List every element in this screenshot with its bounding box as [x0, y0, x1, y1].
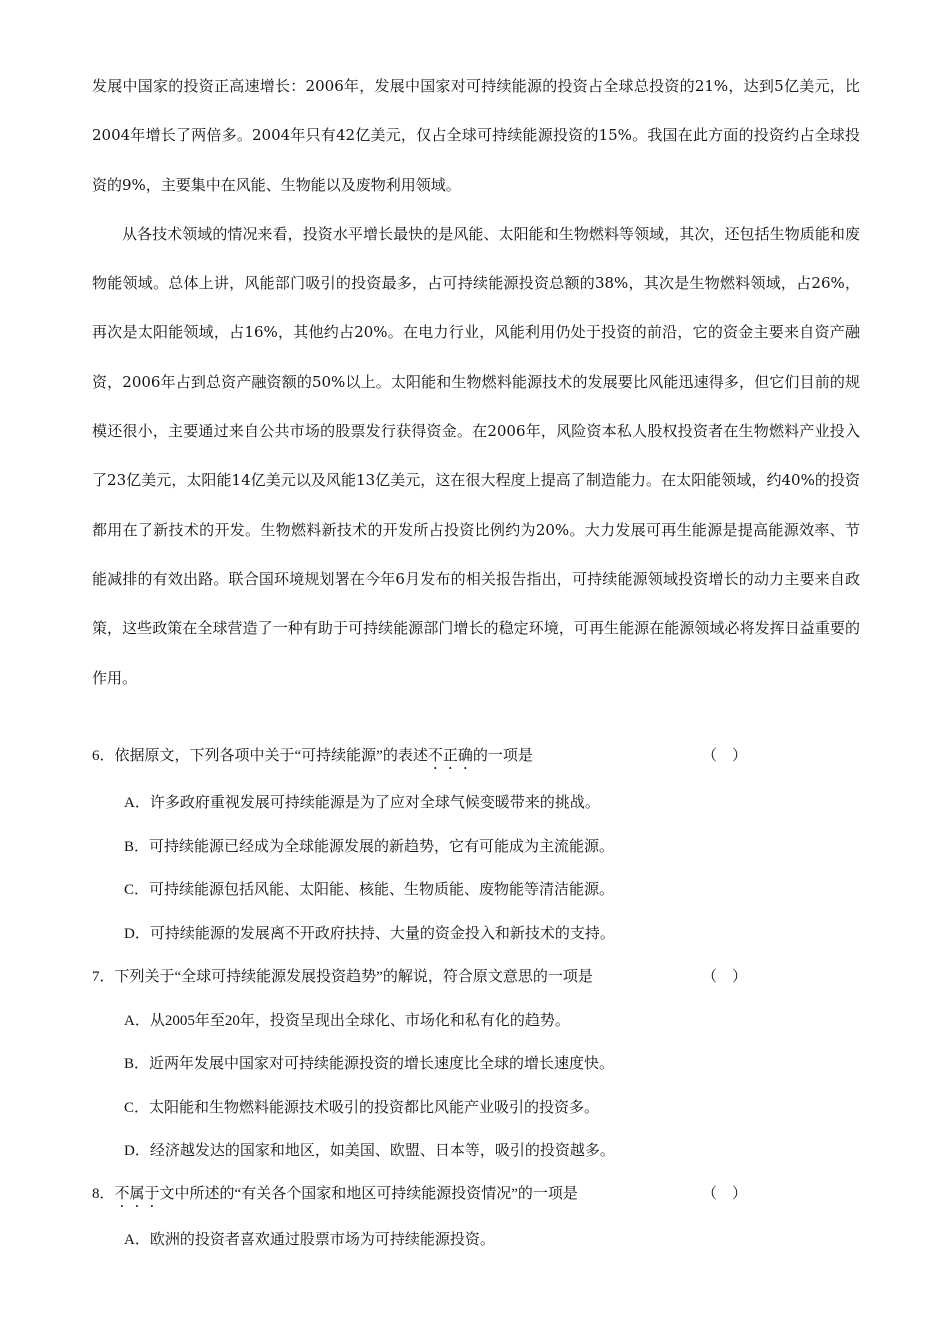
question-stem: 8． [92, 1186, 115, 1202]
answer-bracket: （ ） [702, 1186, 748, 1202]
option-a: A．欧洲的投资者喜欢通过股票市场为可持续能源投资。 [124, 1232, 495, 1248]
question-7 [92, 965, 862, 986]
answer-bracket: （ ） [702, 969, 748, 985]
option-b: B．可持续能源已经成为全球能源发展的新趋势，它有可能成为主流能源。 [124, 839, 615, 855]
option-c: C．太阳能和生物燃料能源技术吸引的投资都比风能产业吸引的投资多。 [124, 1100, 600, 1116]
option-b: B．近两年发展中国家对可持续能源投资的增长速度比全球的增长速度快。 [124, 1056, 615, 1072]
option-d: D．经济越发达的国家和地区，如美国、欧盟、日本等，吸引的投资越多。 [124, 1143, 615, 1159]
option-a: A．从2005年至20年，投资呈现出全球化、市场化和私有化的趋势。 [124, 1013, 570, 1029]
question-8 [92, 1182, 862, 1211]
question-stem: 的一项是 [472, 748, 533, 764]
emphasized-text: 不正确 [427, 748, 473, 764]
question-stem: 6．依据原文，下列各项中关于“可持续能源”的表述 [92, 748, 428, 764]
question-6 [92, 744, 862, 773]
question-stem: 文中所述的“有关各个国家和地区可持续能源投资情况”的一项是 [159, 1186, 578, 1202]
passage-paragraph: 从各技术领域的情况来看，投资水平增长最快的是风能、太阳能和生物燃料等领域，其次，还包括生物质能和废物能领域。总体上讲，风能部门吸引的投资最多，占可持续能源投资总额的38%，其次是生物燃料领域，占26%，再次是太阳能领域，占16%，其他约占20%。在电力行业，风能利用仍处于投资的前沿，它的资金主要来自资产融资，2006年占到总资产融资额的50%以上。太阳能和生物燃料能源技术的发展要比风能迅速得多，但它们目前的规模还很小，主要通过来自公共市场的股票发行获得资金。在2006年，风险资本私人股权投资者在生物燃料产业投入了23亿美元，太阳能14亿美元以及风能13亿美元，这在很大程度上提高了制造能力。在太阳能领域，约40%的投资都用在了新技术的开发。生物燃料新技术的开发所占投资比例约为20%。大力发展可再生能源是提高能源效率、节能减排的有效出路。联合国环境规划署在今年6月发布的相关报告指出，可持续能源领域投资增长的动力主要来自政策，这些政策在全球营造了一种有助于可持续能源部门增长的稳定环境，可再生能源在能源领域必将发挥日益重要的作用。 [92, 224, 860, 687]
option-d: D．可持续能源的发展离不开政府扶持、大量的资金投入和新技术的支持。 [124, 926, 615, 942]
question-stem: 7．下列关于“全球可持续能源发展投资趋势”的解说，符合原文意思的一项是 [92, 969, 593, 985]
answer-bracket: （ ） [702, 748, 748, 764]
passage-paragraph: 发展中国家的投资正高速增长：2006年，发展中国家对可持续能源的投资占全球总投资的21%，达到5亿美元，比2004年增长了两倍多。2004年只有42亿美元，仅占全球可持续能源投资的15%。我国在此方面的投资约占全球投资的9%，主要集中在风能、生物能以及废物利用领域。 [92, 77, 860, 194]
reading-passage [92, 62, 860, 703]
emphasized-text: 不属于 [114, 1186, 160, 1202]
option-a: A．许多政府重视发展可持续能源是为了应对全球气候变暖带来的挑战。 [124, 795, 600, 811]
option-c: C．可持续能源包括风能、太阳能、核能、生物质能、废物能等清洁能源。 [124, 882, 615, 898]
